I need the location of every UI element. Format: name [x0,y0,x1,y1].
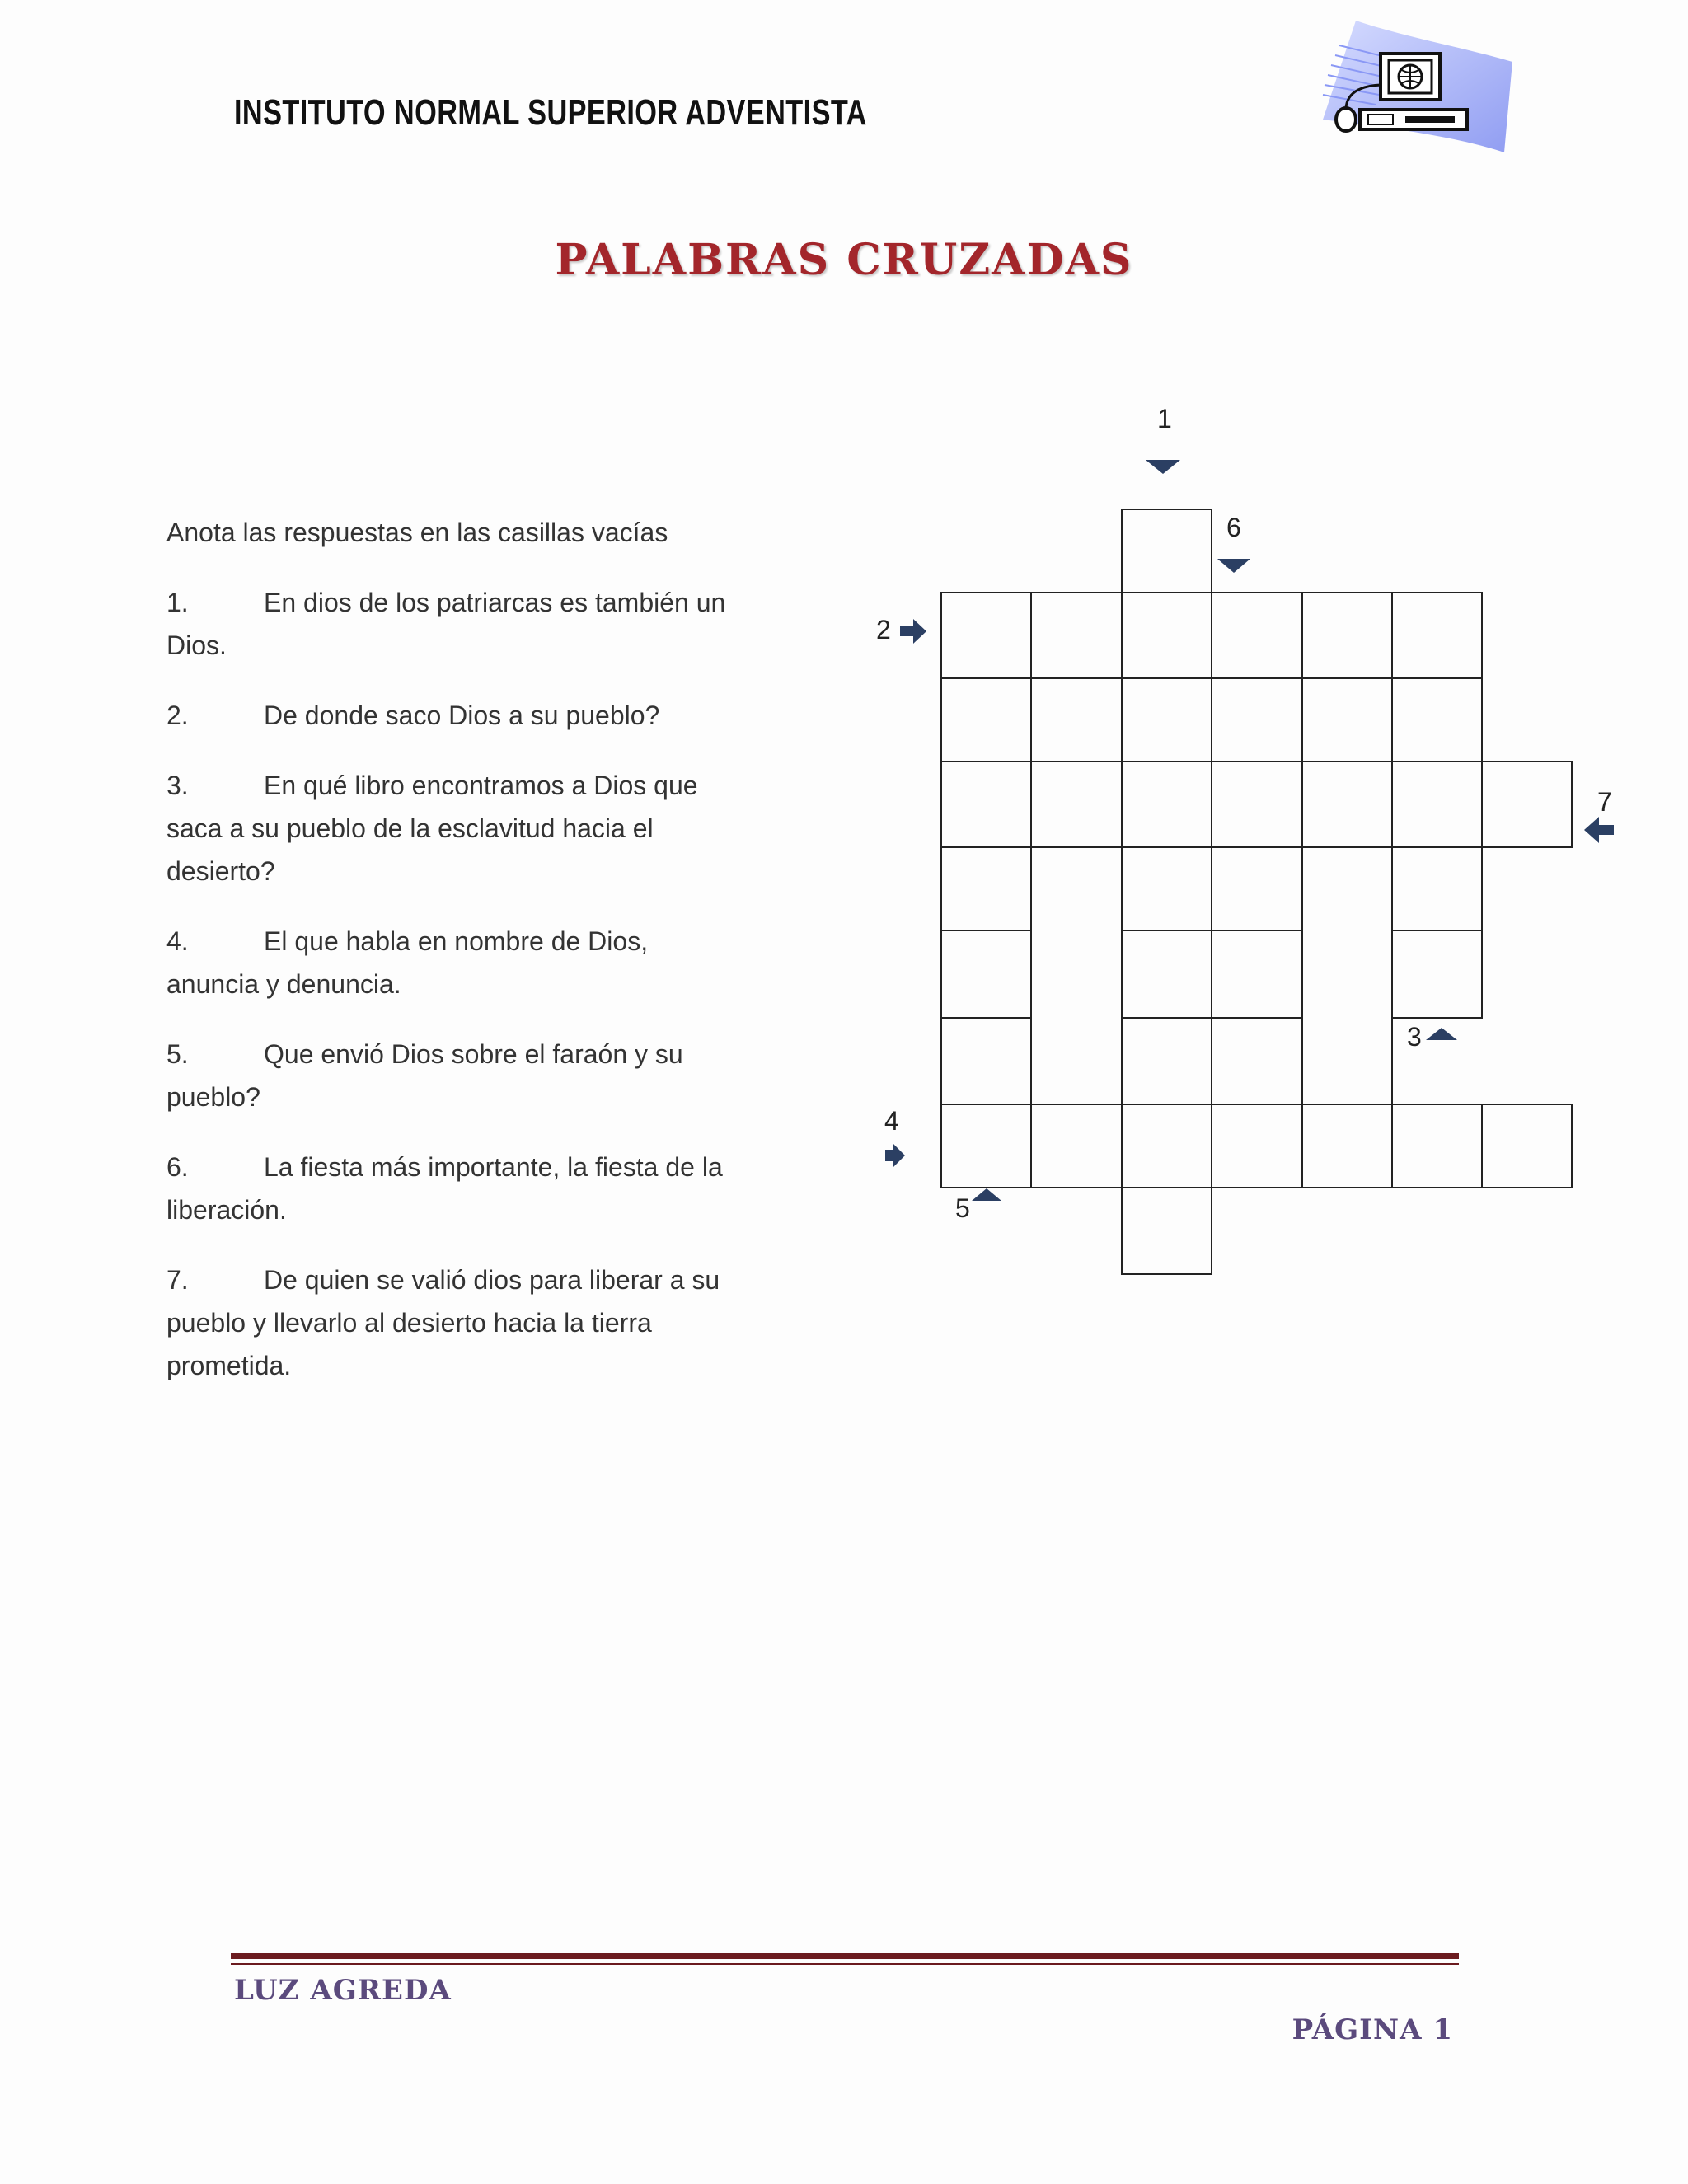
crossword-cell[interactable] [940,930,1032,1019]
crossword-cell[interactable] [1301,761,1393,848]
arrow-right-icon [884,1142,907,1169]
crossword-cell[interactable] [940,1104,1032,1188]
clue-number: 6. [166,1152,189,1182]
crossword-cell[interactable] [1391,930,1483,1019]
crossword-number-2: 2 [876,615,891,644]
crossword-number-4: 4 [884,1106,899,1136]
clue-number: 1. [166,588,189,617]
arrow-right-icon [898,617,928,645]
clue-number: 7. [166,1265,189,1295]
crossword-cell[interactable] [1481,761,1573,848]
crossword-cell[interactable] [940,592,1032,679]
clue-text: La fiesta más importante, la fiesta de la liberación. [166,1152,723,1225]
crossword-cell[interactable] [1121,1187,1212,1275]
crossword-number-7: 7 [1597,787,1612,817]
crossword-cell[interactable] [1030,592,1123,679]
page-title: PALABRAS CRUZADAS [555,235,1133,285]
crossword-cell[interactable] [1211,1017,1303,1105]
clue-text: El que habla en nombre de Dios, anuncia y denuncia. [166,926,649,999]
clue-text: De donde saco Dios a su pueblo? [264,701,660,730]
footer-page-number: PÁGINA 1 [1292,2013,1453,2046]
clue-number: 5. [166,1039,189,1069]
crossword-cell[interactable] [940,846,1032,931]
crossword-cell[interactable] [1121,677,1212,762]
crossword-cell[interactable] [1301,846,1393,1105]
footer-rule-thin [231,1963,1459,1965]
crossword-cell[interactable] [1211,761,1303,848]
clue-number: 2. [166,701,189,730]
clue-text: En qué libro encontramos a Dios que saca a su pueblo de la esclavitud hacia el desierto? [166,771,698,886]
crossword-cell[interactable] [1391,761,1483,848]
crossword-cell[interactable] [1121,846,1212,931]
crossword-cell[interactable] [1391,592,1483,679]
crossword-cell[interactable] [1121,1104,1212,1188]
crossword-cell[interactable] [1391,677,1483,762]
crossword-cell[interactable] [1481,1104,1573,1188]
crossword-cell[interactable] [1121,1017,1212,1105]
crossword-cell[interactable] [1121,930,1212,1019]
crossword-cell[interactable] [1030,1104,1123,1188]
crossword-cell[interactable] [1030,846,1123,1105]
crossword-cell[interactable] [1301,1104,1393,1188]
crossword-number-6: 6 [1226,513,1241,542]
arrow-down-icon [1144,457,1182,476]
clue-number: 3. [166,771,189,800]
crossword-cell[interactable] [940,677,1032,762]
crossword-number-1: 1 [1157,404,1172,434]
crossword-cell[interactable] [1211,846,1303,931]
clue-number: 4. [166,926,189,956]
crossword-cell[interactable] [1121,509,1212,593]
crossword-cell[interactable] [940,1017,1032,1105]
crossword-cell[interactable] [1211,592,1303,679]
crossword-cell[interactable] [1121,592,1212,679]
arrow-left-icon [1582,814,1615,846]
crossword-cell[interactable] [1301,677,1393,762]
arrow-down-icon [1216,556,1252,574]
crossword-cell[interactable] [1030,761,1123,848]
crossword-number-3: 3 [1407,1022,1422,1052]
institution-name: INSTITUTO NORMAL SUPERIOR ADVENTISTA [234,92,867,133]
crossword-cell[interactable] [1211,677,1303,762]
clue-text: En dios de los patriarcas es también un Dios. [166,588,726,660]
crossword-cell[interactable] [1391,1104,1483,1188]
footer-rule [231,1953,1459,1959]
crossword-cell[interactable] [940,761,1032,848]
arrow-up-icon [970,1187,1003,1203]
crossword-cell[interactable] [1391,846,1483,931]
crossword-cell[interactable] [1211,930,1303,1019]
crossword-cell[interactable] [1121,761,1212,848]
clue-text: De quien se valió dios para liberar a su pueblo y llevarlo al desierto hacia la tierra prometida. [166,1265,720,1380]
crossword-number-5: 5 [955,1193,970,1223]
footer-author: LUZ AGREDA [234,1974,452,2007]
arrow-up-icon [1424,1026,1459,1043]
crossword-cell[interactable] [1211,1104,1303,1188]
crossword-cell[interactable] [1030,677,1123,762]
crossword-cell[interactable] [1301,592,1393,679]
instructions: Anota las respuestas en las casillas vacías [166,518,668,547]
clue-text: Que envió Dios sobre el faraón y su pueblo? [166,1039,683,1112]
